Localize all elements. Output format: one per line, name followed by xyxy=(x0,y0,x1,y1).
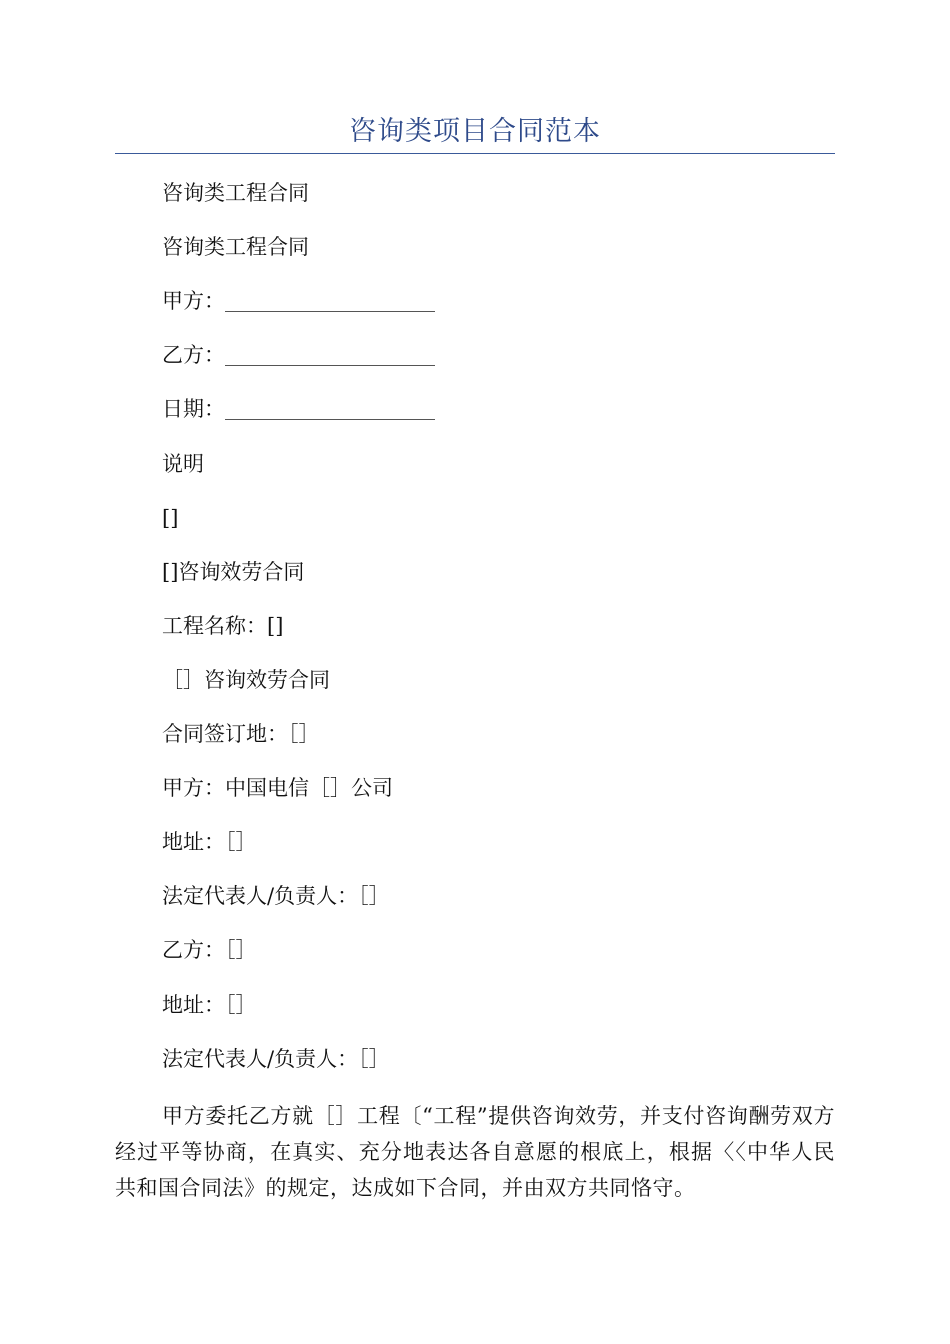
line-text: []咨询效劳合同 xyxy=(162,559,305,584)
document-line xyxy=(162,503,178,533)
document-line xyxy=(162,1044,390,1074)
line-text: 日期： xyxy=(162,397,225,422)
document-line xyxy=(162,286,435,316)
line-text: 法定代表人/负责人：［］ xyxy=(162,884,390,909)
document-line xyxy=(162,881,390,911)
line-text: 咨询类工程合同 xyxy=(162,235,309,260)
document-title: 咨询类项目合同范本 xyxy=(349,116,601,147)
document-line xyxy=(162,935,257,965)
document-line xyxy=(162,449,204,479)
document-line xyxy=(162,340,435,370)
document-line xyxy=(162,394,435,424)
line-text: 甲方：中国电信［］公司 xyxy=(162,776,393,801)
document-line xyxy=(162,611,283,641)
fill-in-blank xyxy=(225,343,435,366)
line-text: [] xyxy=(162,505,179,530)
line-text: 说明 xyxy=(162,451,204,476)
line-text: 乙方：［］ xyxy=(162,938,257,963)
line-text: 咨询类工程合同 xyxy=(162,181,309,205)
fill-in-blank xyxy=(225,397,435,420)
document-line xyxy=(162,990,257,1020)
document-line xyxy=(162,178,309,208)
line-text: 法定代表人/负责人：［］ xyxy=(162,1046,390,1071)
fill-in-blank xyxy=(225,289,435,312)
line-text: 地址：［］ xyxy=(162,992,257,1017)
document-line xyxy=(162,232,309,262)
document-line xyxy=(162,665,330,695)
line-text: 合同签订地：［］ xyxy=(162,722,320,746)
line-text: 工程名称：[] xyxy=(162,613,284,638)
line-text: 甲方： xyxy=(162,289,225,314)
title-underline xyxy=(115,153,835,154)
document-line xyxy=(162,719,320,749)
document-line xyxy=(162,557,304,587)
document-line xyxy=(162,773,393,803)
line-text: 乙方： xyxy=(162,343,225,368)
intro-paragraph: 甲方委托乙方就［］工程〔“工程”提供咨询效劳，并支付咨询酬劳双方经过平等协商，在真实、充分地表达各自意愿的根底上，根据〈〈中华人民共和国合同法》的规定，达成如下合同，并由双方共同恪守。 xyxy=(115,1104,835,1200)
line-text: ［］咨询效劳合同 xyxy=(162,667,330,692)
document-line xyxy=(162,827,257,857)
line-text: 地址：［］ xyxy=(162,830,257,855)
